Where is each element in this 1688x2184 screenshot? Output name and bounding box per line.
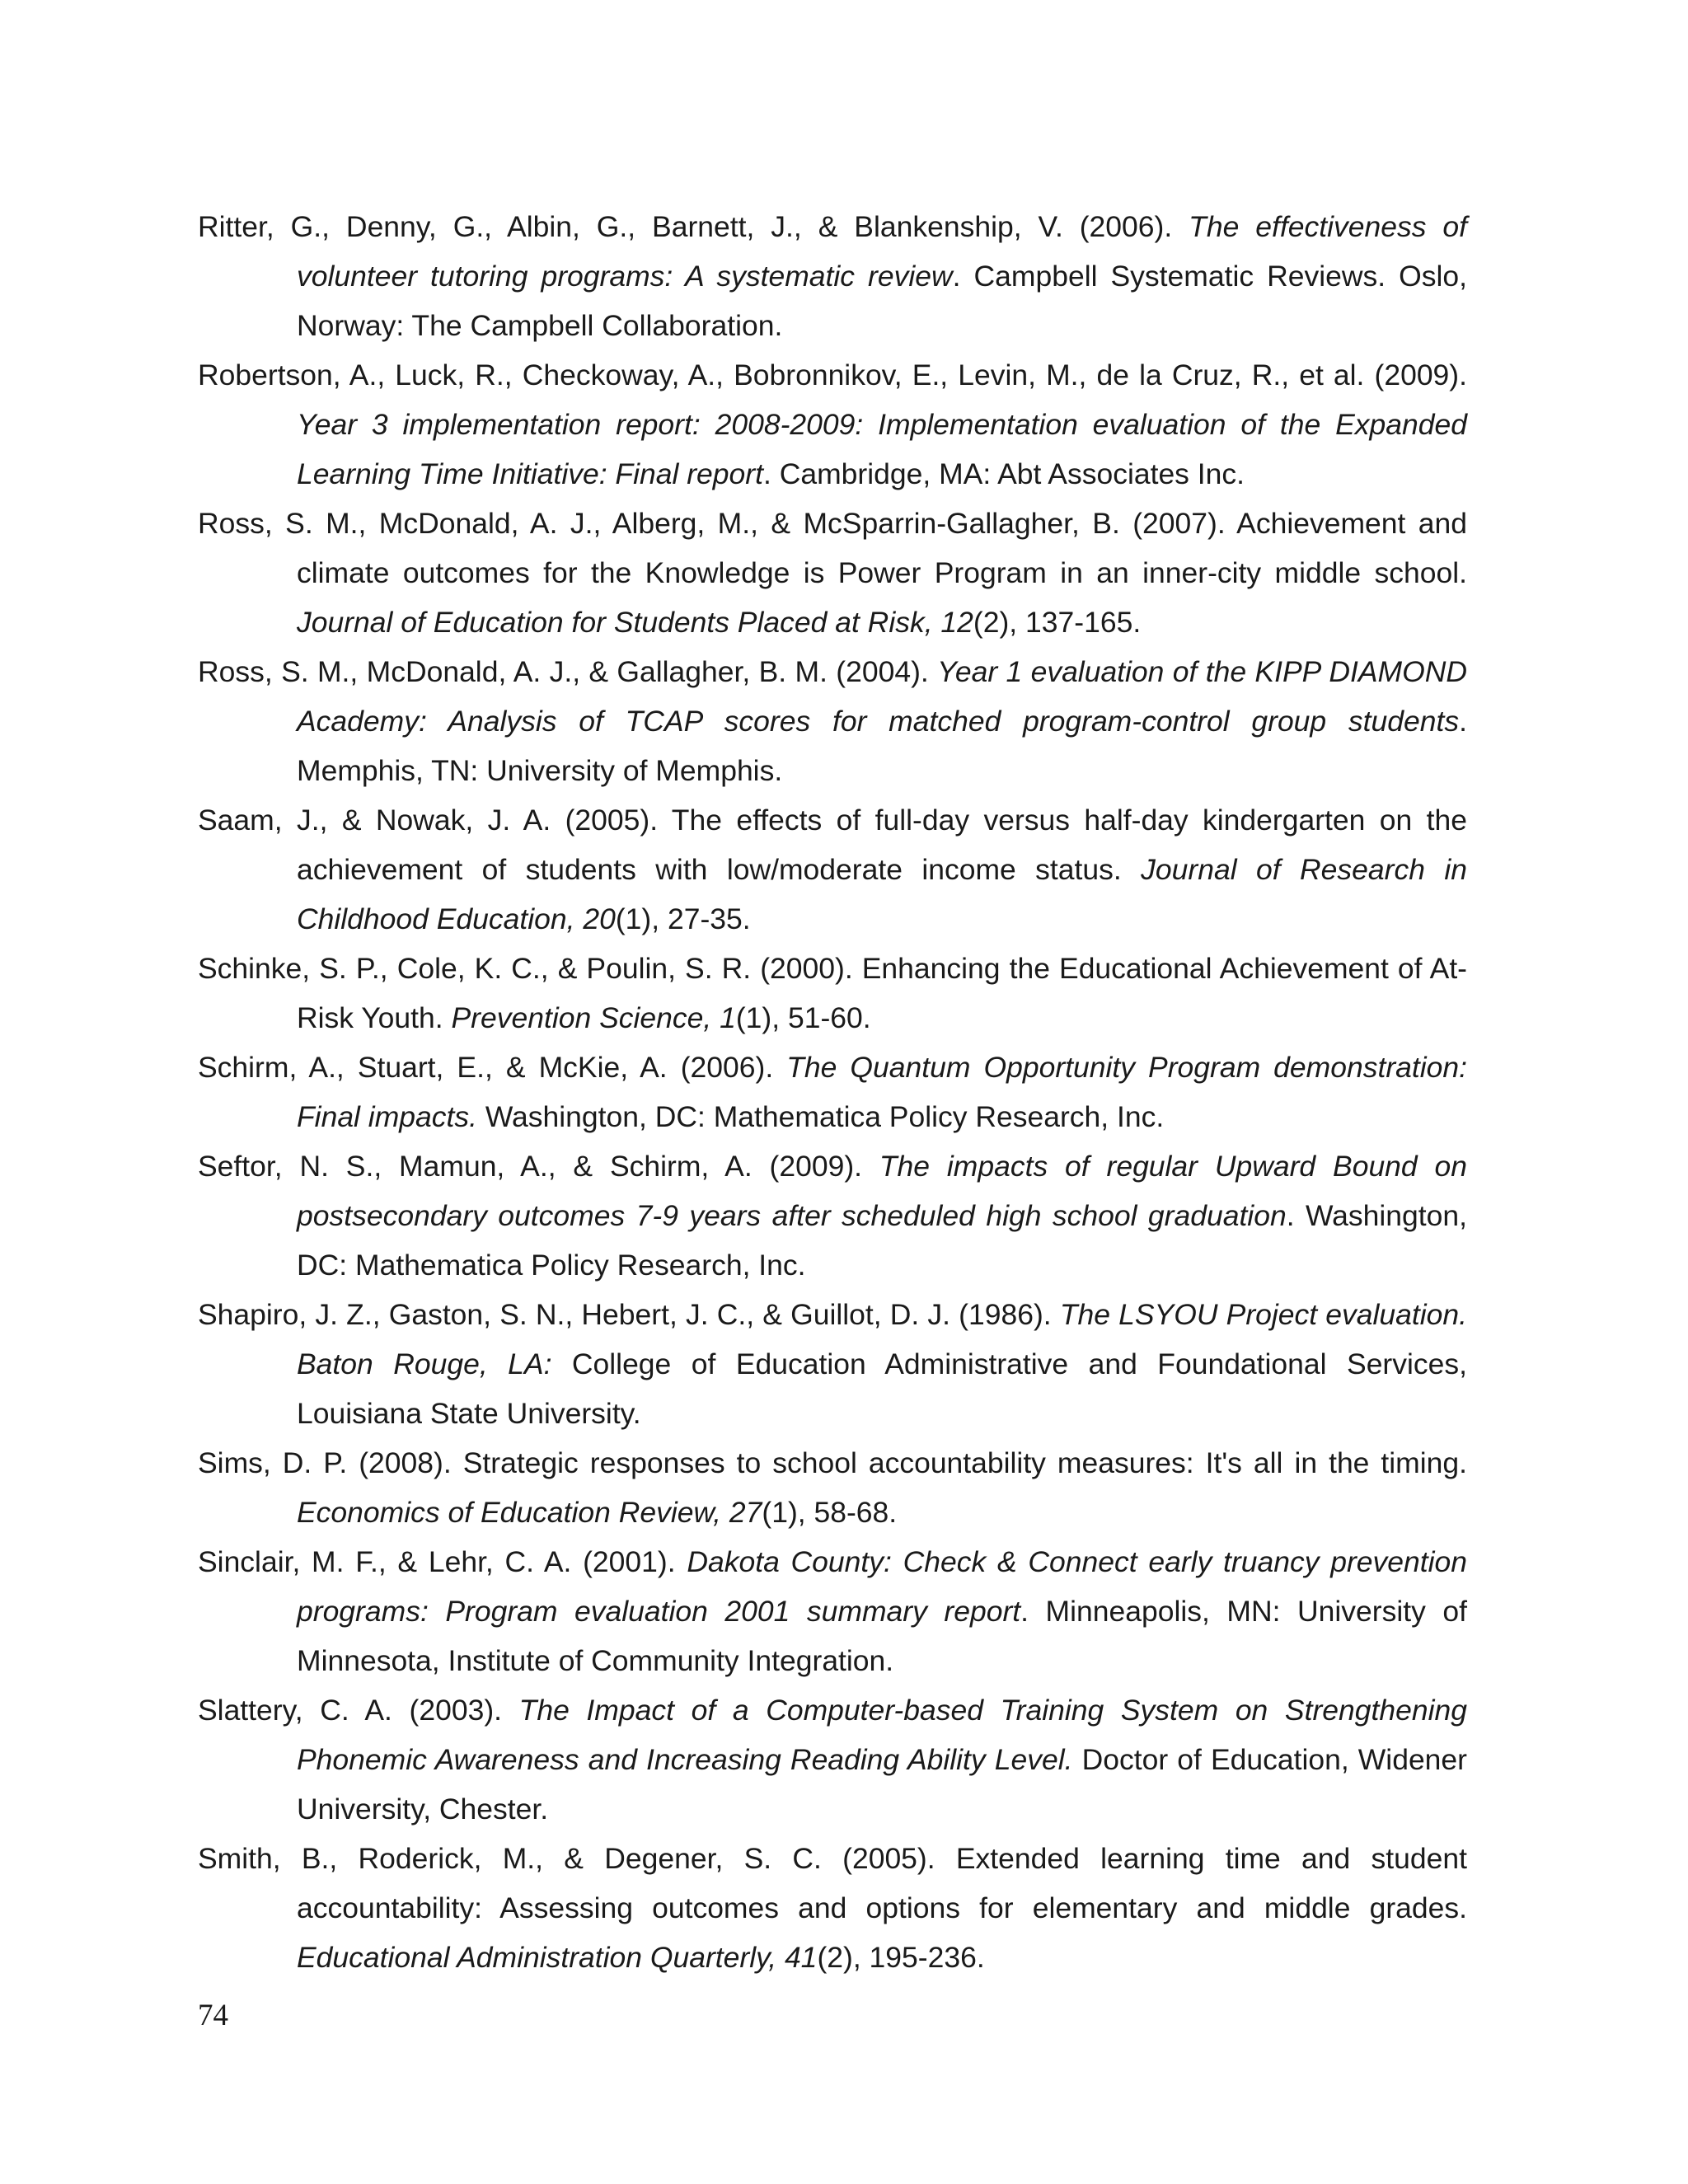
reference-text: Sims, D. P. (2008). Strategic responses to school accountability measures: It's all in the timing. (198, 1446, 1467, 1479)
reference-text: (2), 195-236. (817, 1941, 985, 1974)
reference-text: . Minneapolis, MN: University of Minnesota, Institute of Community Integration. (297, 1595, 1467, 1677)
reference-text: Ross, S. M., McDonald, A. J., & Gallagher, B. M. (2004). (198, 655, 938, 688)
reference-title-italic: Year 1 evaluation of the KIPP DIAMOND Academy: Analysis of TCAP scores for matched program-control group students (297, 655, 1467, 738)
reference-text: Seftor, N. S., Mamun, A., & Schirm, A. (2009). (198, 1150, 879, 1183)
reference-title-italic: The Quantum Opportunity Program demonstration: Final impacts. (297, 1051, 1467, 1133)
reference-entry (198, 350, 1467, 499)
reference-text: (1), 58-68. (762, 1496, 898, 1529)
reference-entry (198, 1537, 1467, 1685)
reference-list (198, 202, 1467, 1982)
reference-title-italic: Dakota County: Check & Connect early truancy prevention programs: Program evaluation 2001 summary report (297, 1545, 1467, 1628)
reference-text: Saam, J., & Nowak, J. A. (2005). The effects of full-day versus half-day kindergarten on the achievement of students with low/moderate income status. (198, 804, 1467, 886)
reference-title-italic: Economics of Education Review, 27 (297, 1496, 762, 1529)
reference-text: . Washington, DC: Mathematica Policy Research, Inc. (297, 1199, 1467, 1282)
reference-text: Ross, S. M., McDonald, A. J., Alberg, M., & McSparrin-Gallagher, B. (2007). Achievement and climate outcomes for the Knowledge is Power Program in an inner-city middle school. (198, 507, 1467, 589)
reference-text: Schinke, S. P., Cole, K. C., & Poulin, S. R. (2000). Enhancing the Educational Achievement of At-Risk Youth. (198, 952, 1467, 1034)
reference-entry (198, 1834, 1467, 1982)
reference-text: Ritter, G., Denny, G., Albin, G., Barnett, J., & Blankenship, V. (2006). (198, 210, 1189, 243)
reference-text: Robertson, A., Luck, R., Checkoway, A., Bobronnikov, E., Levin, M., de la Cruz, R., et al. (2009). (198, 359, 1467, 391)
reference-title-italic: The effectiveness of volunteer tutoring programs: A systematic review (297, 210, 1467, 293)
reference-title-italic: The impacts of regular Upward Bound on postsecondary outcomes 7-9 years after scheduled high school graduation (297, 1150, 1468, 1232)
reference-title-italic: Educational Administration Quarterly, 41 (297, 1941, 818, 1974)
reference-entry (198, 499, 1467, 647)
reference-text: Washington, DC: Mathematica Policy Research, Inc. (476, 1100, 1165, 1133)
reference-entry (198, 944, 1467, 1043)
reference-text: Shapiro, J. Z., Gaston, S. N., Hebert, J. C., & Guillot, D. J. (1986). (198, 1298, 1060, 1331)
reference-text: Schirm, A., Stuart, E., & McKie, A. (2006). (198, 1051, 787, 1084)
reference-text: (2), 137-165. (973, 606, 1142, 639)
reference-text: . Campbell Systematic Reviews. Oslo, Norway: The Campbell Collaboration. (297, 260, 1467, 342)
reference-title-italic: The Impact of a Computer-based Training System on Strengthening Phonemic Awareness and Increasing Reading Ability Level. (297, 1694, 1467, 1776)
reference-text: . Cambridge, MA: Abt Associates Inc. (762, 457, 1245, 490)
reference-title-italic: Journal of Research in Childhood Education, 20 (297, 853, 1467, 935)
reference-title-italic: Year 3 implementation report: 2008-2009: Implementation evaluation of the Expanded Learning Time Initiative: Final report (297, 408, 1467, 490)
reference-entry (198, 202, 1467, 350)
reference-text: (1), 27-35. (615, 902, 751, 935)
reference-text: Doctor of Education, Widener University, Chester. (297, 1743, 1467, 1825)
reference-text: Smith, B., Roderick, M., & Degener, S. C. (2005). Extended learning time and student accountability: Assessing outcomes and options for elementary and middle grades. (198, 1842, 1467, 1924)
reference-entry (198, 1043, 1467, 1141)
reference-entry (198, 1685, 1467, 1834)
reference-text: (1), 51-60. (735, 1001, 871, 1034)
reference-entry (198, 795, 1467, 944)
reference-title-italic: The LSYOU Project evaluation. Baton Rouge, LA: (297, 1298, 1467, 1380)
page-number: 74 (198, 1999, 228, 2032)
reference-text: . Memphis, TN: University of Memphis. (297, 705, 1467, 787)
reference-entry (198, 1438, 1467, 1537)
reference-entry (198, 1290, 1467, 1438)
reference-title-italic: Prevention Science, 1 (451, 1001, 736, 1034)
reference-title-italic: Journal of Education for Students Placed at Risk, 12 (297, 606, 973, 639)
reference-entry (198, 1141, 1467, 1290)
reference-text: Sinclair, M. F., & Lehr, C. A. (2001). (198, 1545, 687, 1578)
reference-text: College of Education Administrative and Foundational Services, Louisiana State University. (297, 1347, 1467, 1430)
reference-text: Slattery, C. A. (2003). (198, 1694, 519, 1727)
reference-entry (198, 647, 1467, 795)
